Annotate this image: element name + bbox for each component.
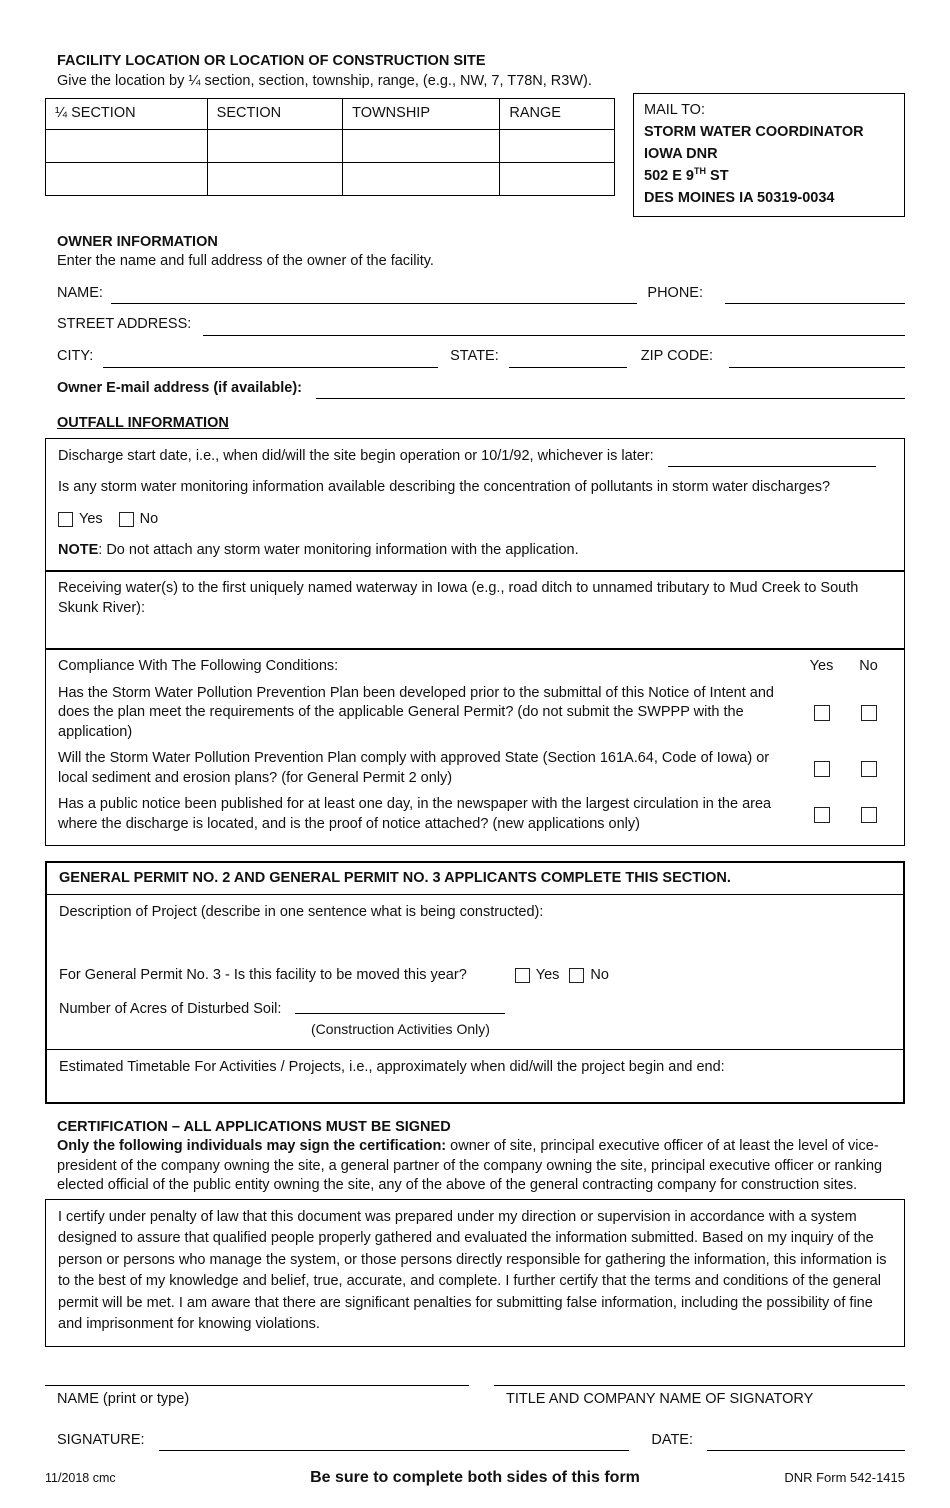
footer-instruction: Be sure to complete both sides of this form — [310, 1468, 640, 1486]
monitoring-question: Is any storm water monitoring information available describing the concentration of pollutants in storm water discharges? — [58, 479, 831, 496]
acres-caption: (Construction Activities Only) — [310, 1021, 490, 1038]
compliance-yes-header: Yes — [809, 658, 834, 675]
outfall-info-title: OUTFALL INFORMATION — [57, 415, 229, 432]
signatory-title-label: TITLE AND COMPANY NAME OF SIGNATORY — [506, 1390, 814, 1407]
signature-label: SIGNATURE: — [57, 1432, 145, 1449]
compliance-3-yes-checkbox[interactable] — [814, 807, 830, 823]
monitoring-yes-checkbox[interactable] — [58, 512, 73, 527]
compliance-no-header: No — [859, 658, 878, 675]
compliance-box — [45, 648, 905, 846]
certification-statement: I certify under penalty of law that this document was prepared under my direction or supervision in accordance with a system designed to assure that qualified people properly gathered and evaluated the information submitted. Based on my inquiry of the person or persons who manage the system, or those persons directly responsible for gathering the information, this information is to the best of my knowledge and belief, true, accurate, and complete. I further certify that the terms and conditions of the general permit will be met. I am aware that there are significant penalties for submitting false information, including the possibility of fine and imprisonment for knowing violations. — [58, 1209, 887, 1333]
compliance-question-row — [58, 684, 892, 743]
range-cell[interactable] — [500, 162, 615, 195]
signatory-name-label: NAME (print or type) — [57, 1390, 190, 1407]
certification-who: Only the following individuals may sign the certification: owner of site, principal executive officer of at least the level of vice-president of the company owning the site, a general partner of the company owning the site, principal executive officer or ranking elected official of the public entity owning the site, any of the above of the general contracting company for construction sites. — [57, 1138, 883, 1194]
mail-to-city: DES MOINES IA 50319-0034 — [644, 189, 835, 206]
owner-info-instructions: Enter the name and full address of the owner of the facility. — [57, 253, 434, 270]
discharge-date-field[interactable] — [668, 448, 876, 467]
quarter-section-header: ¼ SECTION — [46, 99, 208, 130]
state-label: STATE: — [450, 347, 499, 364]
location-table-row — [46, 129, 615, 162]
gp3-no-label: No — [590, 967, 609, 984]
acres-label: Number of Acres of Disturbed Soil: — [59, 1000, 282, 1017]
quarter-section-cell[interactable] — [46, 129, 208, 162]
receiving-water-label: Receiving water(s) to the first uniquely named waterway in Iowa (e.g., road ditch to unnamed tributary to Mud Creek to South Skunk River): — [58, 580, 859, 616]
owner-street-row — [57, 315, 905, 336]
monitoring-note: NOTE: Do not attach any storm water monitoring information with the application. — [58, 542, 579, 559]
compliance-3-no-checkbox[interactable] — [861, 807, 877, 823]
form-footer — [45, 1467, 905, 1489]
township-cell[interactable] — [343, 162, 500, 195]
owner-email-row — [57, 379, 905, 400]
facility-location-title: FACILITY LOCATION OR LOCATION OF CONSTRUCTION SITE — [57, 53, 486, 69]
name-field[interactable] — [111, 285, 637, 304]
compliance-question-1: Has the Storm Water Pollution Prevention Plan been developed prior to the submittal of this Notice of Intent and does the plan meet the requirements of the applicable General Permit? (do not submit the SWPPP with the application) — [58, 684, 775, 740]
gp3-no-checkbox[interactable] — [569, 968, 584, 983]
general-permit-header: GENERAL PERMIT NO. 2 AND GENERAL PERMIT NO. 3 APPLICANTS COMPLETE THIS SECTION. — [47, 863, 903, 896]
date-label: DATE: — [651, 1432, 693, 1449]
acres-row — [59, 996, 891, 1039]
gp3-question-row — [59, 966, 891, 986]
quarter-section-cell[interactable] — [46, 162, 208, 195]
compliance-header-row — [58, 657, 892, 677]
compliance-question-2: Will the Storm Water Pollution Prevention Plan comply with approved State (Section 161A.64, Code of Iowa) or local sediment and erosion plans? (for General Permit 2 only) — [58, 750, 770, 786]
compliance-1-no-checkbox[interactable] — [861, 705, 877, 721]
discharge-date-row — [58, 447, 892, 468]
section-header: SECTION — [207, 99, 342, 130]
general-permit-body — [47, 895, 903, 1049]
compliance-1-yes-checkbox[interactable] — [814, 705, 830, 721]
acres-field[interactable] — [295, 996, 505, 1014]
signature-date-row — [57, 1431, 905, 1451]
owner-email-field[interactable] — [316, 380, 905, 399]
location-table — [45, 98, 615, 196]
facility-location-row — [45, 98, 905, 217]
date-field[interactable] — [707, 1432, 905, 1451]
city-field[interactable] — [103, 349, 438, 368]
monitoring-no-label: No — [139, 510, 159, 527]
acres-fill-wrap — [295, 996, 505, 1039]
mail-to-recipient: STORM WATER COORDINATOR — [644, 123, 864, 140]
signatory-row — [45, 1385, 905, 1410]
footer-revision: 11/2018 cmc — [45, 1470, 116, 1485]
township-cell[interactable] — [343, 129, 500, 162]
name-label: NAME: — [57, 284, 103, 301]
signature-field[interactable] — [159, 1432, 629, 1451]
compliance-question-row — [58, 749, 892, 788]
compliance-title: Compliance With The Following Conditions: — [58, 658, 339, 675]
street-address-label: STREET ADDRESS: — [57, 316, 192, 333]
compliance-2-no-checkbox[interactable] — [861, 761, 877, 777]
location-table-row — [46, 162, 615, 195]
general-permit-section — [45, 861, 905, 1104]
range-cell[interactable] — [500, 129, 615, 162]
gp3-question-label: For General Permit No. 3 - Is this facility to be moved this year? — [59, 967, 467, 984]
range-header: RANGE — [500, 99, 615, 130]
city-label: CITY: — [57, 347, 94, 364]
zip-code-label: ZIP CODE: — [640, 347, 713, 364]
receiving-water-box — [45, 570, 905, 649]
compliance-question-3: Has a public notice been published for at least one day, in the newspaper with the largest circulation in the area where the discharge is located, and is the proof of notice attached? (new applications only) — [58, 796, 772, 832]
owner-city-row — [57, 347, 905, 368]
mail-to-agency: IOWA DNR — [644, 145, 718, 162]
location-table-header-row — [46, 99, 615, 130]
certification-title: CERTIFICATION – ALL APPLICATIONS MUST BE SIGNED — [57, 1118, 451, 1135]
mail-to-street: 502 E 9TH ST — [644, 166, 729, 185]
monitoring-answer-row — [58, 510, 892, 530]
owner-name-row — [57, 284, 905, 305]
mail-to-box — [633, 93, 905, 217]
section-cell[interactable] — [207, 129, 342, 162]
section-cell[interactable] — [207, 162, 342, 195]
mail-to-label: MAIL TO: — [644, 102, 705, 119]
timetable-label: Estimated Timetable For Activities / Projects, i.e., approximately when did/will the project begin and end: — [59, 1059, 725, 1076]
compliance-question-row — [58, 795, 892, 834]
township-header: TOWNSHIP — [343, 99, 500, 130]
compliance-2-yes-checkbox[interactable] — [814, 761, 830, 777]
monitoring-yes-label: Yes — [79, 510, 103, 527]
phone-field[interactable] — [725, 285, 905, 304]
owner-info-title: OWNER INFORMATION — [57, 233, 218, 250]
discharge-date-label: Discharge start date, i.e., when did/will the site begin operation or 10/1/92, whichever is later: — [58, 447, 654, 464]
signatory-title-block[interactable] — [494, 1385, 905, 1410]
zip-code-field[interactable] — [729, 349, 905, 368]
signatory-name-block[interactable] — [45, 1385, 469, 1410]
state-field[interactable] — [509, 349, 627, 368]
gp3-yes-checkbox[interactable] — [515, 968, 530, 983]
phone-label: PHONE: — [647, 284, 703, 301]
street-address-field[interactable] — [203, 317, 905, 336]
project-description-field[interactable] — [59, 928, 891, 936]
footer-form-number: DNR Form 542-1415 — [784, 1469, 905, 1485]
timetable-row — [47, 1049, 903, 1102]
project-description-label: Description of Project (describe in one sentence what is being constructed): — [59, 904, 544, 921]
owner-email-label: Owner E-mail address (if available): — [57, 379, 302, 396]
certification-statement-box — [45, 1199, 905, 1347]
gp3-yes-label: Yes — [535, 967, 560, 984]
monitoring-no-checkbox[interactable] — [119, 512, 134, 527]
discharge-box — [45, 438, 905, 572]
facility-location-instructions: Give the location by ¼ section, section, township, range, (e.g., NW, 7, T78N, R3W). — [57, 72, 592, 89]
